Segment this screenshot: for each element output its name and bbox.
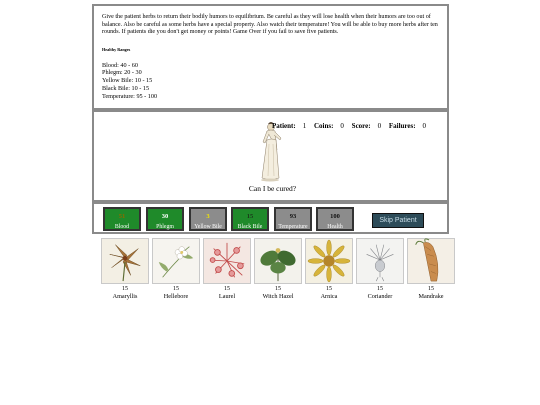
herb-name: Amaryllis	[112, 293, 138, 300]
humor-health	[316, 207, 354, 231]
humor-yellow-bile-value: 3	[206, 213, 210, 220]
humor-yellow-bile	[189, 207, 227, 231]
herb-card-coriander[interactable]	[355, 238, 405, 302]
amaryllis-icon	[101, 238, 149, 284]
patient-number: 1	[302, 122, 307, 130]
herb-card-laurel[interactable]	[202, 238, 252, 302]
herb-name: Witch Hazel	[262, 293, 294, 300]
witch-hazel-icon	[254, 238, 302, 284]
range-phlegm: Phlegm: 20 - 30	[102, 69, 142, 77]
status-bar	[272, 122, 432, 130]
humor-yellow-bile-label: Yellow Bile	[194, 224, 222, 230]
range-temperature: Temperature: 95 - 100	[102, 92, 158, 100]
herb-card-hellebore[interactable]	[151, 238, 201, 302]
herb-cost: 15	[224, 286, 230, 292]
herb-card-mandrake[interactable]	[406, 238, 456, 302]
humor-black-bile-label: Black Bile	[237, 224, 263, 230]
humor-temperature-label: Temperature	[278, 224, 308, 230]
herb-card-witch-hazel[interactable]	[253, 238, 303, 302]
score-label: Score:	[351, 122, 371, 130]
herb-cost: 15	[173, 286, 179, 292]
humor-temperature-value: 93	[289, 213, 297, 220]
coins-label: Coins:	[313, 122, 334, 130]
patient-panel	[92, 110, 449, 202]
herb-cost: 15	[428, 286, 434, 292]
range-blood: Blood: 40 - 60	[102, 61, 138, 69]
score-value: 0	[377, 122, 382, 130]
instructions-panel	[92, 4, 449, 110]
herb-name: Laurel	[218, 293, 236, 300]
herb-cost: 15	[377, 286, 383, 292]
humor-phlegm-value: 30	[161, 213, 169, 220]
herb-name: Arnica	[320, 293, 338, 300]
patient-label: Patient:	[272, 122, 296, 130]
humor-black-bile-value: 15	[246, 213, 254, 220]
herb-shop	[100, 238, 444, 302]
herb-cost: 15	[122, 286, 128, 292]
hellebore-icon	[152, 238, 200, 284]
coins-value: 0	[340, 122, 344, 130]
humor-blood-value: 51	[118, 213, 126, 220]
herb-cost: 15	[275, 286, 281, 292]
instructions-text: Give the patient herbs to return their bodily humors to equilibrium. Be careful as they will lose health when their humors are too out of balance. Also be careful as some herbs have a special property. Also watch their temperature! You will be able to buy more herbs after ten rounds. If patients die you don't get money or points! Game Over if you fail to save five patients.	[102, 14, 438, 36]
mandrake-icon	[407, 238, 455, 284]
humor-blood	[103, 207, 141, 231]
humor-phlegm	[146, 207, 184, 231]
herb-name: Mandrake	[418, 293, 444, 300]
humor-health-value: 100	[330, 213, 340, 220]
humor-panel	[92, 202, 449, 234]
skip-patient-button[interactable]: Skip Patient	[372, 213, 424, 228]
range-black-bile: Black Bile: 10 - 15	[102, 84, 150, 92]
humor-phlegm-label: Phlegm	[156, 224, 174, 230]
herb-name: Coriander	[367, 293, 393, 300]
healthy-ranges-list	[102, 62, 439, 101]
range-yellow-bile: Yellow Bile: 10 - 15	[102, 77, 153, 85]
herb-card-arnica[interactable]	[304, 238, 354, 302]
humor-black-bile	[231, 207, 269, 231]
herb-name: Hellebore	[163, 293, 189, 300]
coriander-icon	[356, 238, 404, 284]
failures-value: 0	[422, 122, 427, 130]
humor-blood-label: Blood	[114, 224, 130, 230]
failures-label: Failures:	[388, 122, 416, 130]
patient-speech: Can I be cured?	[248, 184, 297, 193]
arnica-icon	[305, 238, 353, 284]
humor-health-label: Health	[327, 224, 343, 230]
healthy-ranges-title: Healthy Ranges	[102, 46, 131, 52]
herb-card-amaryllis[interactable]	[100, 238, 150, 302]
laurel-icon	[203, 238, 251, 284]
herb-cost: 15	[326, 286, 332, 292]
humor-temperature	[274, 207, 312, 231]
